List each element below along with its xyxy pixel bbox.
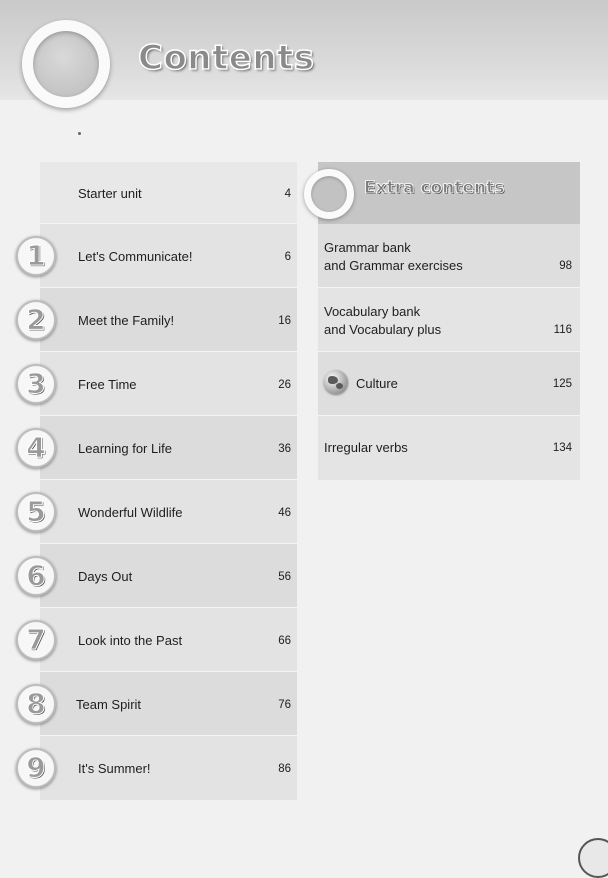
- unit-page: 6: [284, 251, 291, 263]
- header-circle-icon: [22, 20, 110, 108]
- unit-row-2[interactable]: [26, 288, 297, 352]
- unit-row-6[interactable]: [26, 544, 297, 608]
- page-number-circle: [578, 838, 608, 878]
- extra-item-line2: and Grammar exercises: [324, 258, 463, 273]
- unit-number-badge: [16, 556, 56, 596]
- extra-item-line1: Grammar bank: [324, 240, 411, 255]
- unit-title: It's Summer!: [78, 761, 151, 776]
- extra-item-page: 134: [552, 442, 572, 454]
- unit-page: 36: [278, 443, 291, 455]
- extra-contents-header: [318, 162, 580, 224]
- page-title: Contents: [138, 38, 315, 78]
- unit-page: 16: [278, 315, 291, 327]
- unit-number-badge: [16, 236, 56, 276]
- unit-number: 9: [26, 751, 46, 784]
- unit-title: Days Out: [78, 569, 133, 584]
- unit-page: 86: [278, 763, 291, 775]
- unit-number-badge: [16, 300, 56, 340]
- extra-row-grammar[interactable]: [318, 224, 580, 288]
- unit-number: 3: [26, 367, 46, 400]
- unit-row-starter[interactable]: [40, 162, 297, 224]
- extra-contents-title: Extra contents: [364, 178, 505, 198]
- unit-number-badge: [16, 748, 56, 788]
- extra-circle-icon: [304, 169, 354, 219]
- extra-row-irregular-verbs[interactable]: [318, 416, 580, 480]
- unit-number-badge: [16, 492, 56, 532]
- unit-number-badge: [16, 428, 56, 468]
- unit-number: 7: [26, 623, 46, 656]
- unit-title: Wonderful Wildlife: [78, 505, 183, 520]
- unit-number: 8: [26, 687, 46, 720]
- unit-number-badge: [16, 620, 56, 660]
- unit-page: 46: [278, 507, 291, 519]
- extra-item-line2: and Vocabulary plus: [324, 322, 442, 337]
- extra-item-line1: Vocabulary bank: [324, 304, 421, 319]
- unit-row-3[interactable]: [26, 352, 297, 416]
- units-list: [26, 162, 297, 800]
- unit-number: 4: [26, 431, 46, 464]
- unit-page: 26: [278, 379, 291, 391]
- unit-number-badge: [16, 364, 56, 404]
- unit-title: Let's Communicate!: [78, 249, 193, 264]
- extra-row-vocabulary[interactable]: [318, 288, 580, 352]
- unit-number-badge: [16, 684, 56, 724]
- unit-number: 1: [26, 239, 46, 272]
- unit-number: 5: [26, 495, 46, 528]
- unit-row-1[interactable]: [26, 224, 297, 288]
- unit-row-8[interactable]: [26, 672, 297, 736]
- dot-mark: [78, 132, 81, 135]
- unit-row-7[interactable]: [26, 608, 297, 672]
- unit-title: Meet the Family!: [78, 313, 175, 328]
- extra-item-line1: Culture: [356, 376, 398, 391]
- unit-row-4[interactable]: [26, 416, 297, 480]
- unit-row-5[interactable]: [26, 480, 297, 544]
- extra-row-culture[interactable]: [318, 352, 580, 416]
- extra-item-page: 125: [552, 378, 572, 390]
- unit-number: 6: [26, 559, 46, 592]
- unit-page: 76: [278, 699, 291, 711]
- unit-title: Look into the Past: [78, 633, 183, 648]
- unit-page: 66: [278, 635, 291, 647]
- unit-title: Learning for Life: [78, 441, 172, 456]
- unit-page: 56: [278, 571, 291, 583]
- globe-icon: [324, 370, 348, 394]
- unit-title: Starter unit: [78, 186, 142, 201]
- extra-contents-panel: [318, 162, 580, 480]
- extra-item-line1: Irregular verbs: [324, 440, 408, 455]
- extra-item-page: 98: [559, 260, 572, 272]
- extra-item-page: 116: [553, 324, 572, 336]
- unit-row-9[interactable]: [26, 736, 297, 800]
- unit-page: 4: [284, 188, 291, 200]
- unit-title: Team Spirit: [76, 697, 142, 712]
- unit-number: 2: [26, 303, 46, 336]
- unit-title: Free Time: [78, 377, 137, 392]
